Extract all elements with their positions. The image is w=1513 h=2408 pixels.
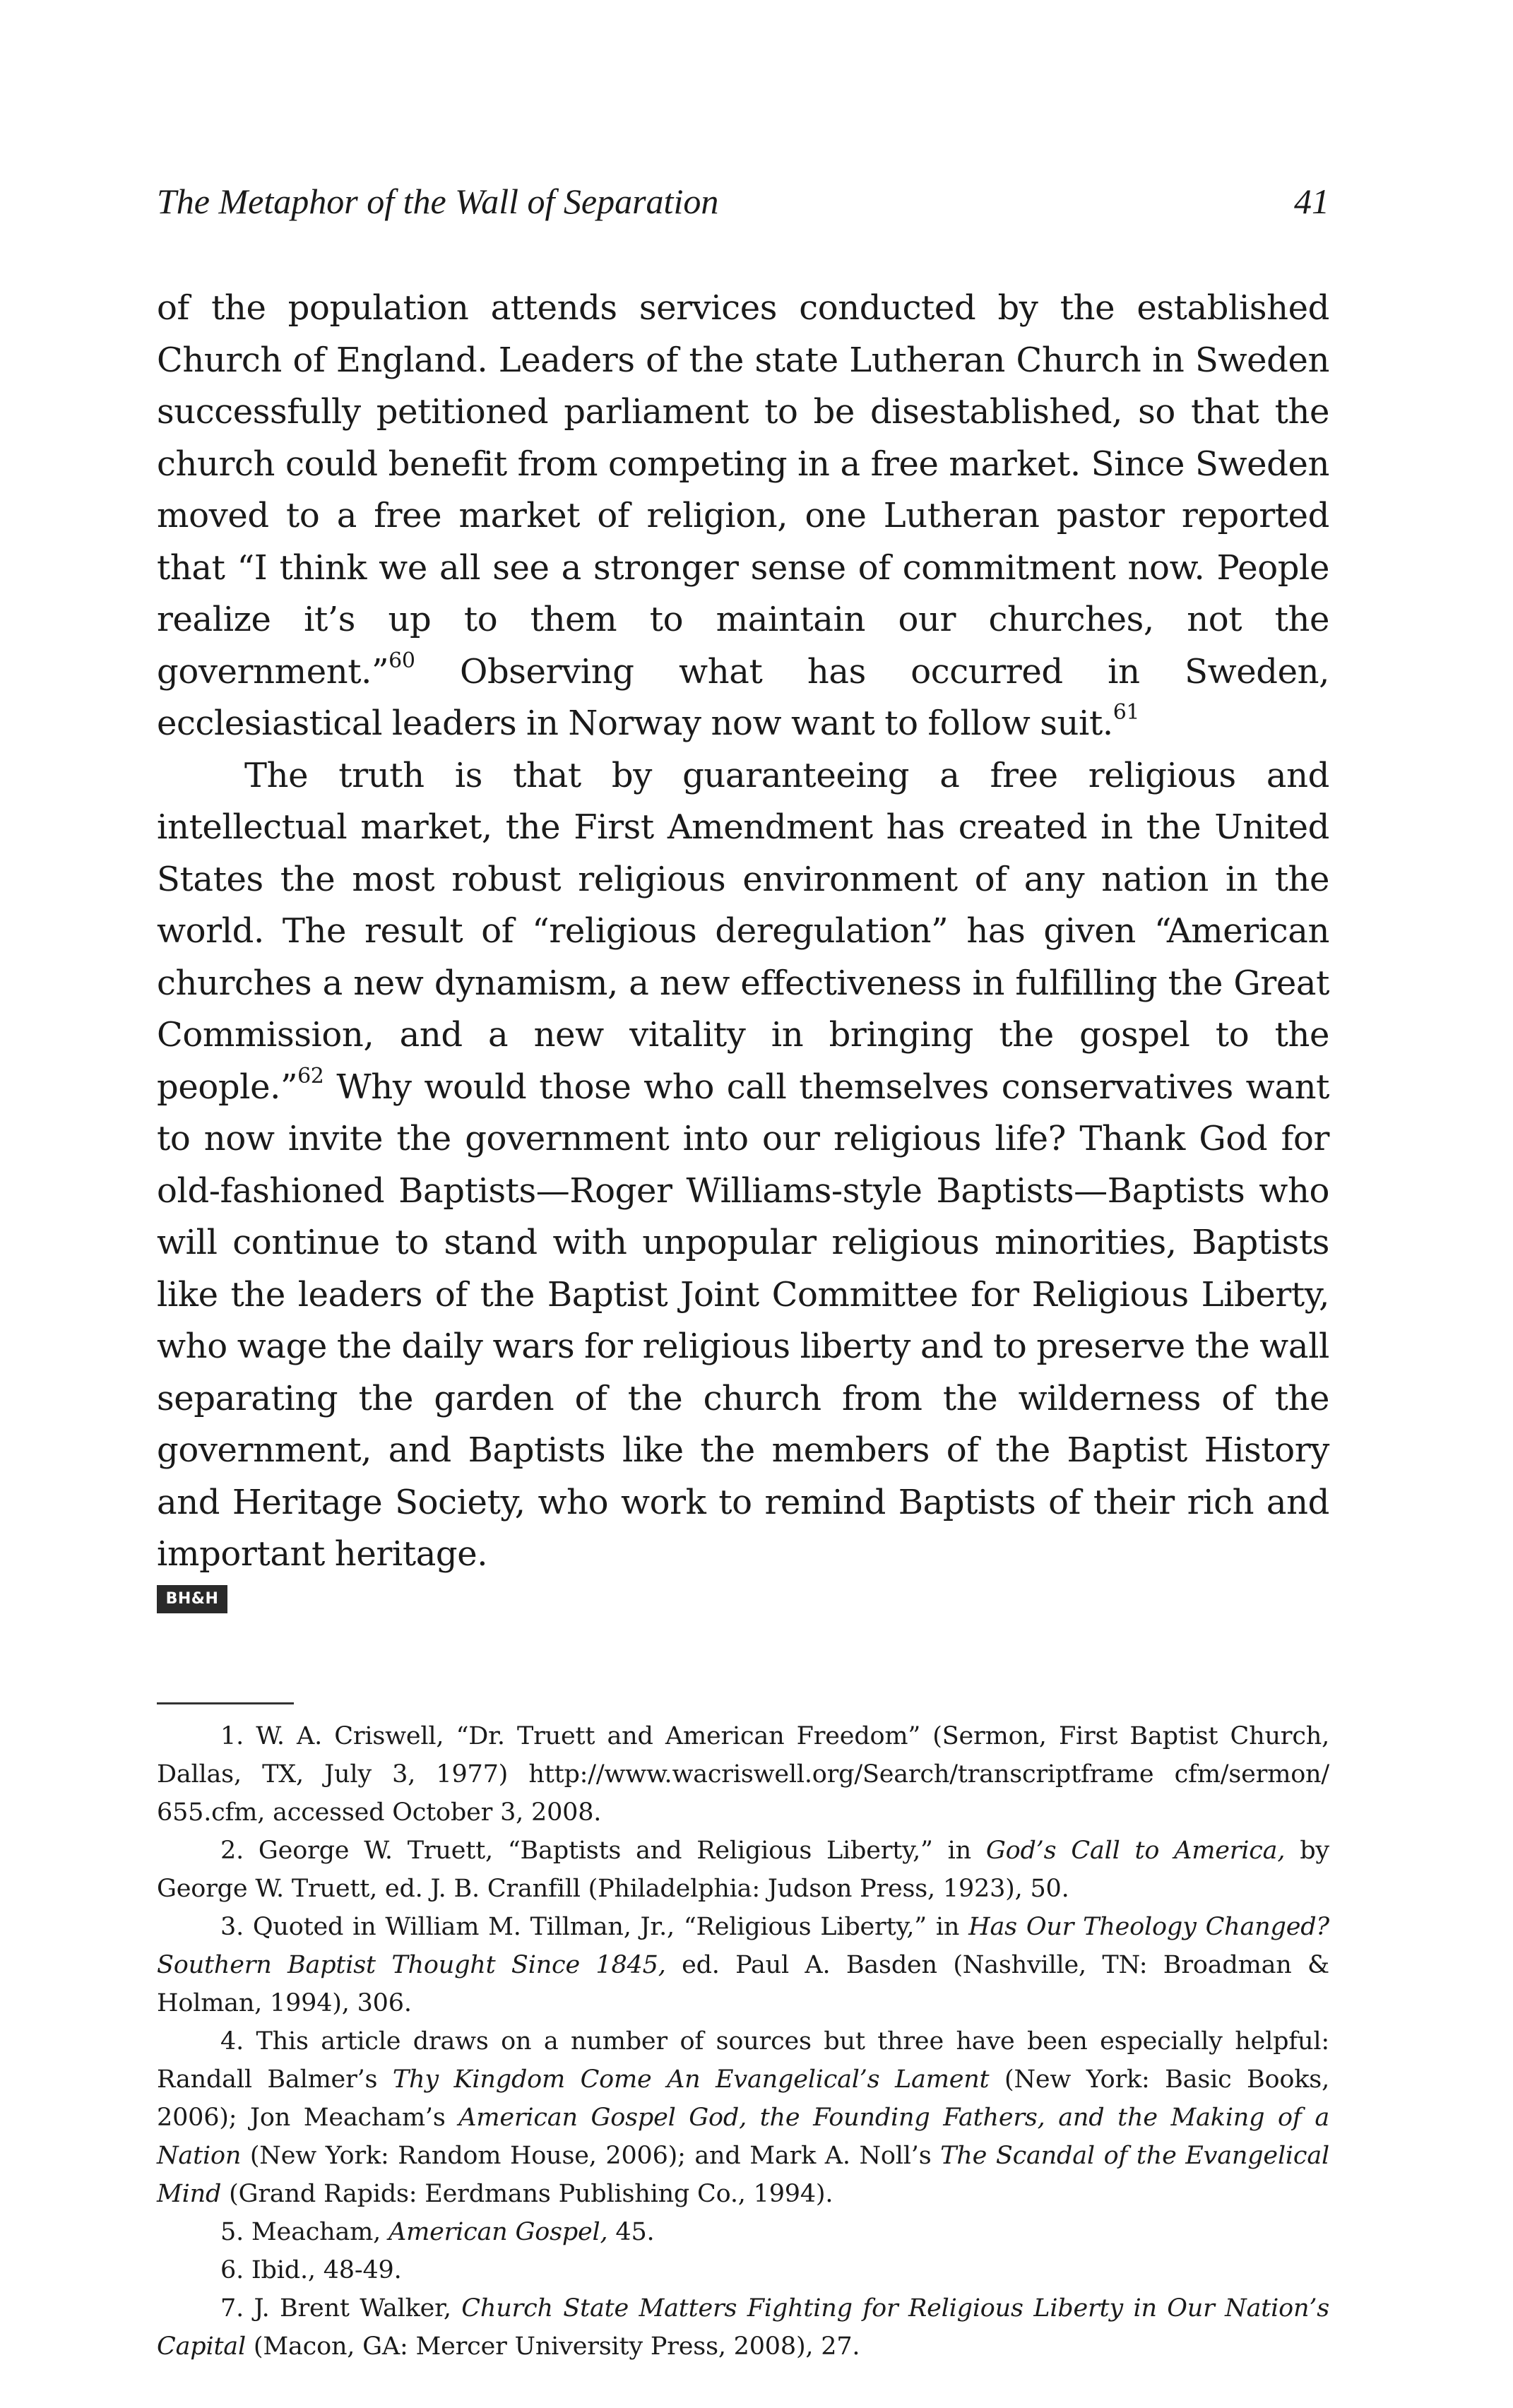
paragraph-1 [157, 283, 1329, 750]
footnote-3-text-a: 3. Quoted in William M. Tillman, Jr., “Religious Liberty,” in [220, 1912, 969, 1941]
end-mark-logo: BH&H [157, 1585, 227, 1613]
footnote-4-text-c: (New York: Basic Books, 2006); Jon Meacham’s [157, 2065, 1329, 2132]
footnote-1-text: 1. W. A. Criswell, “Dr. Truett and American Freedom” (Sermon, First Baptist Church, Dallas, TX, July 3, 1977) http://www.wacriswell.org/Search/transcriptframe cfm/sermon/ 655.cfm, accessed October 3, 2008. [157, 1721, 1329, 1827]
paragraph-2-text-b: Why would those who call themselves conservatives want to now invite the government into our religious life? Thank God for old-fashioned Baptists—Roger Williams-style Baptists—Baptists who will continue to stand with unpopular religious minorities, Baptists like the leaders of the Baptist Joint Committee for Religious Liberty, who wage the daily wars for religious liberty and to preserve the wall separating the garden of the church from the wilderness of the government, and Baptists like the members of the Baptist History and Heritage Society, who work to remind Baptists of their rich and important heritage. [157, 1067, 1329, 1574]
paragraph-2-text-a: The truth is that by guaranteeing a free religious and intellectual market, the First Amendment has created in the United States the most robust religious environment of any nation in the world. The result of “religious deregulation” has given “American churches a new dynamism, a new effectiveness in fulfilling the Great Commission, and a new vitality in bringing the gospel to the people.” [157, 755, 1329, 1107]
footnote-ref-62: 62 [297, 1063, 324, 1089]
footnote-rule [157, 1702, 294, 1704]
footnotes [157, 1717, 1329, 2366]
footnote-4-text-e: (New York: Random House, 2006); and Mark A. Noll’s [241, 2141, 941, 2170]
footnote-5-title: American Gospel, [388, 2217, 608, 2246]
footnote-2 [157, 1832, 1329, 1908]
footnote-3-title: Has Our Theology Changed? Southern Baptist Thought Since 1845, [157, 1912, 1329, 1979]
footnote-4-text-a: 4. This article draws on a number of sources but three have been especially helpful: Randall Balmer’s [157, 2027, 1329, 2094]
footnote-7-title: Church State Matters Fighting for Religious Liberty in Our Nation’s Capital [157, 2294, 1330, 2361]
footnote-4-title-1: Thy Kingdom Come An Evangelical’s Lament [392, 2065, 990, 2094]
book-page [157, 177, 1329, 2366]
footnote-2-title: God’s Call to America, [985, 1836, 1286, 1865]
body-text [157, 283, 1329, 1613]
footnote-ref-60: 60 [388, 648, 415, 673]
footnote-2-text-c: by George W. Truett, ed. J. B. Cranfill (Philadelphia: Judson Press, 1923), 50. [157, 1836, 1329, 1903]
footnote-6-text: 6. Ibid., 48-49. [220, 2255, 402, 2284]
footnote-7 [157, 2289, 1329, 2366]
footnote-4 [157, 2022, 1329, 2213]
footnote-4-title-2: American Gospel God, the Founding Fathers, and the Making of a Nation [157, 2103, 1329, 2170]
footnote-ref-61: 61 [1112, 700, 1140, 725]
footnote-5-text-c: 45. [607, 2217, 655, 2246]
footnote-7-text-a: 7. J. Brent Walker, [220, 2294, 462, 2323]
footnote-4-text-g: (Grand Rapids: Eerdmans Publishing Co., 1994). [221, 2179, 833, 2208]
footnote-3-text-c: ed. Paul A. Basden (Nashville, TN: Broadman & Holman, 1994), 306. [157, 1950, 1330, 2017]
paragraph-1-text-b: Observing what has occurred in Sweden, ecclesiastical leaders in Norway now want to follow suit. [157, 651, 1329, 743]
footnote-1 [157, 1717, 1329, 1832]
footnote-7-text-c: (Macon, GA: Mercer University Press, 2008), 27. [245, 2332, 860, 2361]
footnote-5 [157, 2213, 1329, 2251]
footnote-2-text-a: 2. George W. Truett, “Baptists and Religious Liberty,” in [220, 1836, 986, 1865]
footnote-3 [157, 1908, 1329, 2022]
paragraph-2 [157, 750, 1329, 1581]
footnote-4-title-3: The Scandal of the Evangelical Mind [157, 2141, 1329, 2208]
running-head-title: The Metaphor of the Wall of Separation [157, 182, 719, 221]
footnote-5-text-a: 5. Meacham, [220, 2217, 388, 2246]
paragraph-1-text-a: of the population attends services conducted by the established Church of England. Leaders of the state Lutheran Church in Sweden successfully petitioned parliament to be disestablished, so that the church could benefit from competing in a free market. Since Sweden moved to a free market of religion, one Lutheran pastor reported that “I think we all see a stronger sense of commitment now. People realize it’s up to them to maintain our churches, not the government.” [157, 288, 1329, 692]
footnote-6 [157, 2251, 1329, 2289]
page-number: 41 [1294, 182, 1329, 221]
running-head [157, 177, 1329, 226]
